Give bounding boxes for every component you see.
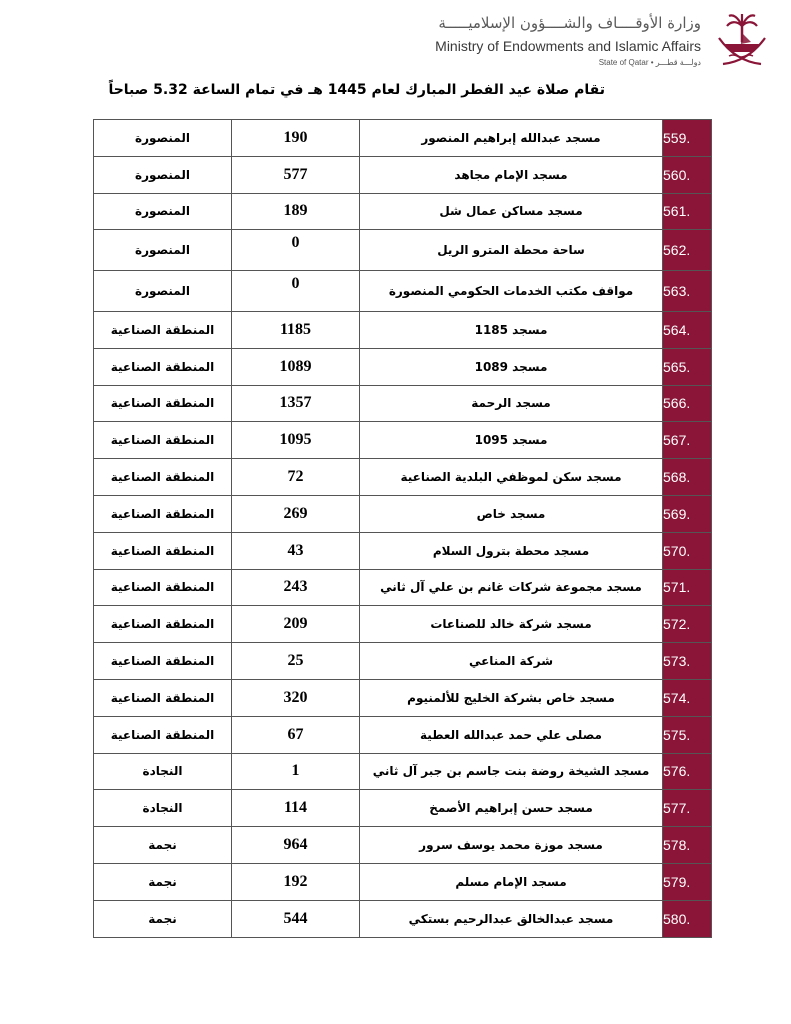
area-cell: المنطقة الصناعية — [94, 348, 232, 385]
area-cell: المنطقة الصناعية — [94, 716, 232, 753]
count-cell: 25 — [232, 643, 360, 680]
area-cell: نجمة — [94, 827, 232, 864]
row-number-cell: 579. — [663, 863, 712, 900]
area-cell: المنطقة الصناعية — [94, 606, 232, 643]
mosque-name-cell: مسجد عبدالخالق عبدالرحيم بستكي — [360, 900, 663, 937]
table-row — [94, 569, 712, 606]
row-number-cell: 575. — [663, 716, 712, 753]
count-cell: 114 — [232, 790, 360, 827]
count-cell: 190 — [232, 120, 360, 157]
area-cell: المنطقة الصناعية — [94, 459, 232, 496]
area-cell: المنطقة الصناعية — [94, 643, 232, 680]
table-row — [94, 422, 712, 459]
ministry-name-arabic: وزارة الأوقــــاف والشــــؤون الإسلاميـــــة — [438, 14, 701, 32]
table-row — [94, 643, 712, 680]
row-number-cell: 570. — [663, 532, 712, 569]
row-number-cell: 577. — [663, 790, 712, 827]
count-cell: 0 — [232, 230, 360, 271]
mosque-name-cell: مسجد الإمام مجاهد — [360, 156, 663, 193]
row-number-cell: 565. — [663, 348, 712, 385]
row-number-cell: 566. — [663, 385, 712, 422]
row-number-cell: 572. — [663, 606, 712, 643]
table-row — [94, 271, 712, 312]
table-row — [94, 827, 712, 864]
mosque-name-cell: مسجد عبدالله إبراهيم المنصور — [360, 120, 663, 157]
mosque-name-cell: شركة المناعي — [360, 643, 663, 680]
table-row — [94, 716, 712, 753]
area-cell: المنطقة الصناعية — [94, 569, 232, 606]
count-cell: 43 — [232, 532, 360, 569]
table-row — [94, 606, 712, 643]
row-number-cell: 576. — [663, 753, 712, 790]
row-number-cell: 562. — [663, 230, 712, 271]
count-cell: 67 — [232, 716, 360, 753]
table-row — [94, 900, 712, 937]
mosque-name-cell: مصلى علي حمد عبدالله العطية — [360, 716, 663, 753]
ministry-header — [413, 8, 773, 72]
area-cell: المنطقة الصناعية — [94, 422, 232, 459]
count-cell: 1357 — [232, 385, 360, 422]
mosque-name-cell: مسجد الإمام مسلم — [360, 863, 663, 900]
row-number-cell: 574. — [663, 679, 712, 716]
row-number-cell: 571. — [663, 569, 712, 606]
table-row — [94, 156, 712, 193]
table-row — [94, 790, 712, 827]
count-cell: 189 — [232, 193, 360, 230]
table-body — [94, 120, 712, 938]
row-number-cell: 580. — [663, 900, 712, 937]
mosque-name-cell: مسجد خاص — [360, 495, 663, 532]
table-row — [94, 459, 712, 496]
mosque-name-cell: مسجد الرحمة — [360, 385, 663, 422]
area-cell: المنطقة الصناعية — [94, 495, 232, 532]
mosque-name-cell: مسجد حسن إبراهيم الأصمخ — [360, 790, 663, 827]
ministry-name-english: Ministry of Endowments and Islamic Affairs — [435, 38, 701, 54]
row-number-cell: 567. — [663, 422, 712, 459]
area-cell: المنصورة — [94, 230, 232, 271]
area-cell: نجمة — [94, 863, 232, 900]
area-cell: المنصورة — [94, 156, 232, 193]
row-number-cell: 573. — [663, 643, 712, 680]
table-row — [94, 532, 712, 569]
mosque-name-cell: مسجد مساكن عمال شل — [360, 193, 663, 230]
mosque-name-cell: مسجد مجموعة شركات غانم بن علي آل ثاني — [360, 569, 663, 606]
count-cell: 320 — [232, 679, 360, 716]
mosque-name-cell: مسجد محطة بترول السلام — [360, 532, 663, 569]
count-cell: 192 — [232, 863, 360, 900]
table-row — [94, 193, 712, 230]
count-cell: 72 — [232, 459, 360, 496]
area-cell: النجادة — [94, 790, 232, 827]
qatar-emblem-icon — [711, 8, 773, 70]
mosque-name-cell: مواقف مكتب الخدمات الحكومي المنصورة — [360, 271, 663, 312]
row-number-cell: 569. — [663, 495, 712, 532]
mosque-name-cell: مسجد سكن لموظفي البلدية الصناعية — [360, 459, 663, 496]
mosque-name-cell: مسجد شركة خالد للصناعات — [360, 606, 663, 643]
table-row — [94, 679, 712, 716]
count-cell: 1095 — [232, 422, 360, 459]
mosque-name-cell: مسجد موزة محمد يوسف سرور — [360, 827, 663, 864]
row-number-cell: 559. — [663, 120, 712, 157]
mosque-name-cell: مسجد الشيخة روضة بنت جاسم بن جبر آل ثاني — [360, 753, 663, 790]
area-cell: المنصورة — [94, 193, 232, 230]
area-cell: المنطقة الصناعية — [94, 311, 232, 348]
row-number-cell: 560. — [663, 156, 712, 193]
row-number-cell: 564. — [663, 311, 712, 348]
table-row — [94, 311, 712, 348]
prayer-schedule-table — [93, 119, 712, 938]
count-cell: 209 — [232, 606, 360, 643]
count-cell: 577 — [232, 156, 360, 193]
count-cell: 964 — [232, 827, 360, 864]
row-number-cell: 568. — [663, 459, 712, 496]
count-cell: 1185 — [232, 311, 360, 348]
table-row — [94, 120, 712, 157]
table-row — [94, 753, 712, 790]
count-cell: 0 — [232, 271, 360, 312]
mosque-name-cell: مسجد 1095 — [360, 422, 663, 459]
state-of-qatar-label: State of Qatar • دولـــة قطـــر — [598, 58, 701, 67]
count-cell: 269 — [232, 495, 360, 532]
area-cell: المنطقة الصناعية — [94, 385, 232, 422]
count-cell: 243 — [232, 569, 360, 606]
table-row — [94, 385, 712, 422]
table-row — [94, 863, 712, 900]
table-row — [94, 495, 712, 532]
page-title: تقام صلاة عيد الفطر المبارك لعام 1445 هـ في تمام الساعة 5.32 صباحاً — [108, 82, 605, 98]
mosque-name-cell: مسجد 1185 — [360, 311, 663, 348]
count-cell: 544 — [232, 900, 360, 937]
area-cell: المنطقة الصناعية — [94, 532, 232, 569]
count-cell: 1089 — [232, 348, 360, 385]
row-number-cell: 563. — [663, 271, 712, 312]
row-number-cell: 578. — [663, 827, 712, 864]
area-cell: المنطقة الصناعية — [94, 679, 232, 716]
count-cell: 1 — [232, 753, 360, 790]
row-number-cell: 561. — [663, 193, 712, 230]
area-cell: نجمة — [94, 900, 232, 937]
mosque-name-cell: ساحة محطة المترو الريل — [360, 230, 663, 271]
table-row — [94, 230, 712, 271]
mosque-name-cell: مسجد خاص بشركة الخليج للألمنيوم — [360, 679, 663, 716]
area-cell: المنصورة — [94, 271, 232, 312]
area-cell: النجادة — [94, 753, 232, 790]
area-cell: المنصورة — [94, 120, 232, 157]
table-row — [94, 348, 712, 385]
mosque-name-cell: مسجد 1089 — [360, 348, 663, 385]
